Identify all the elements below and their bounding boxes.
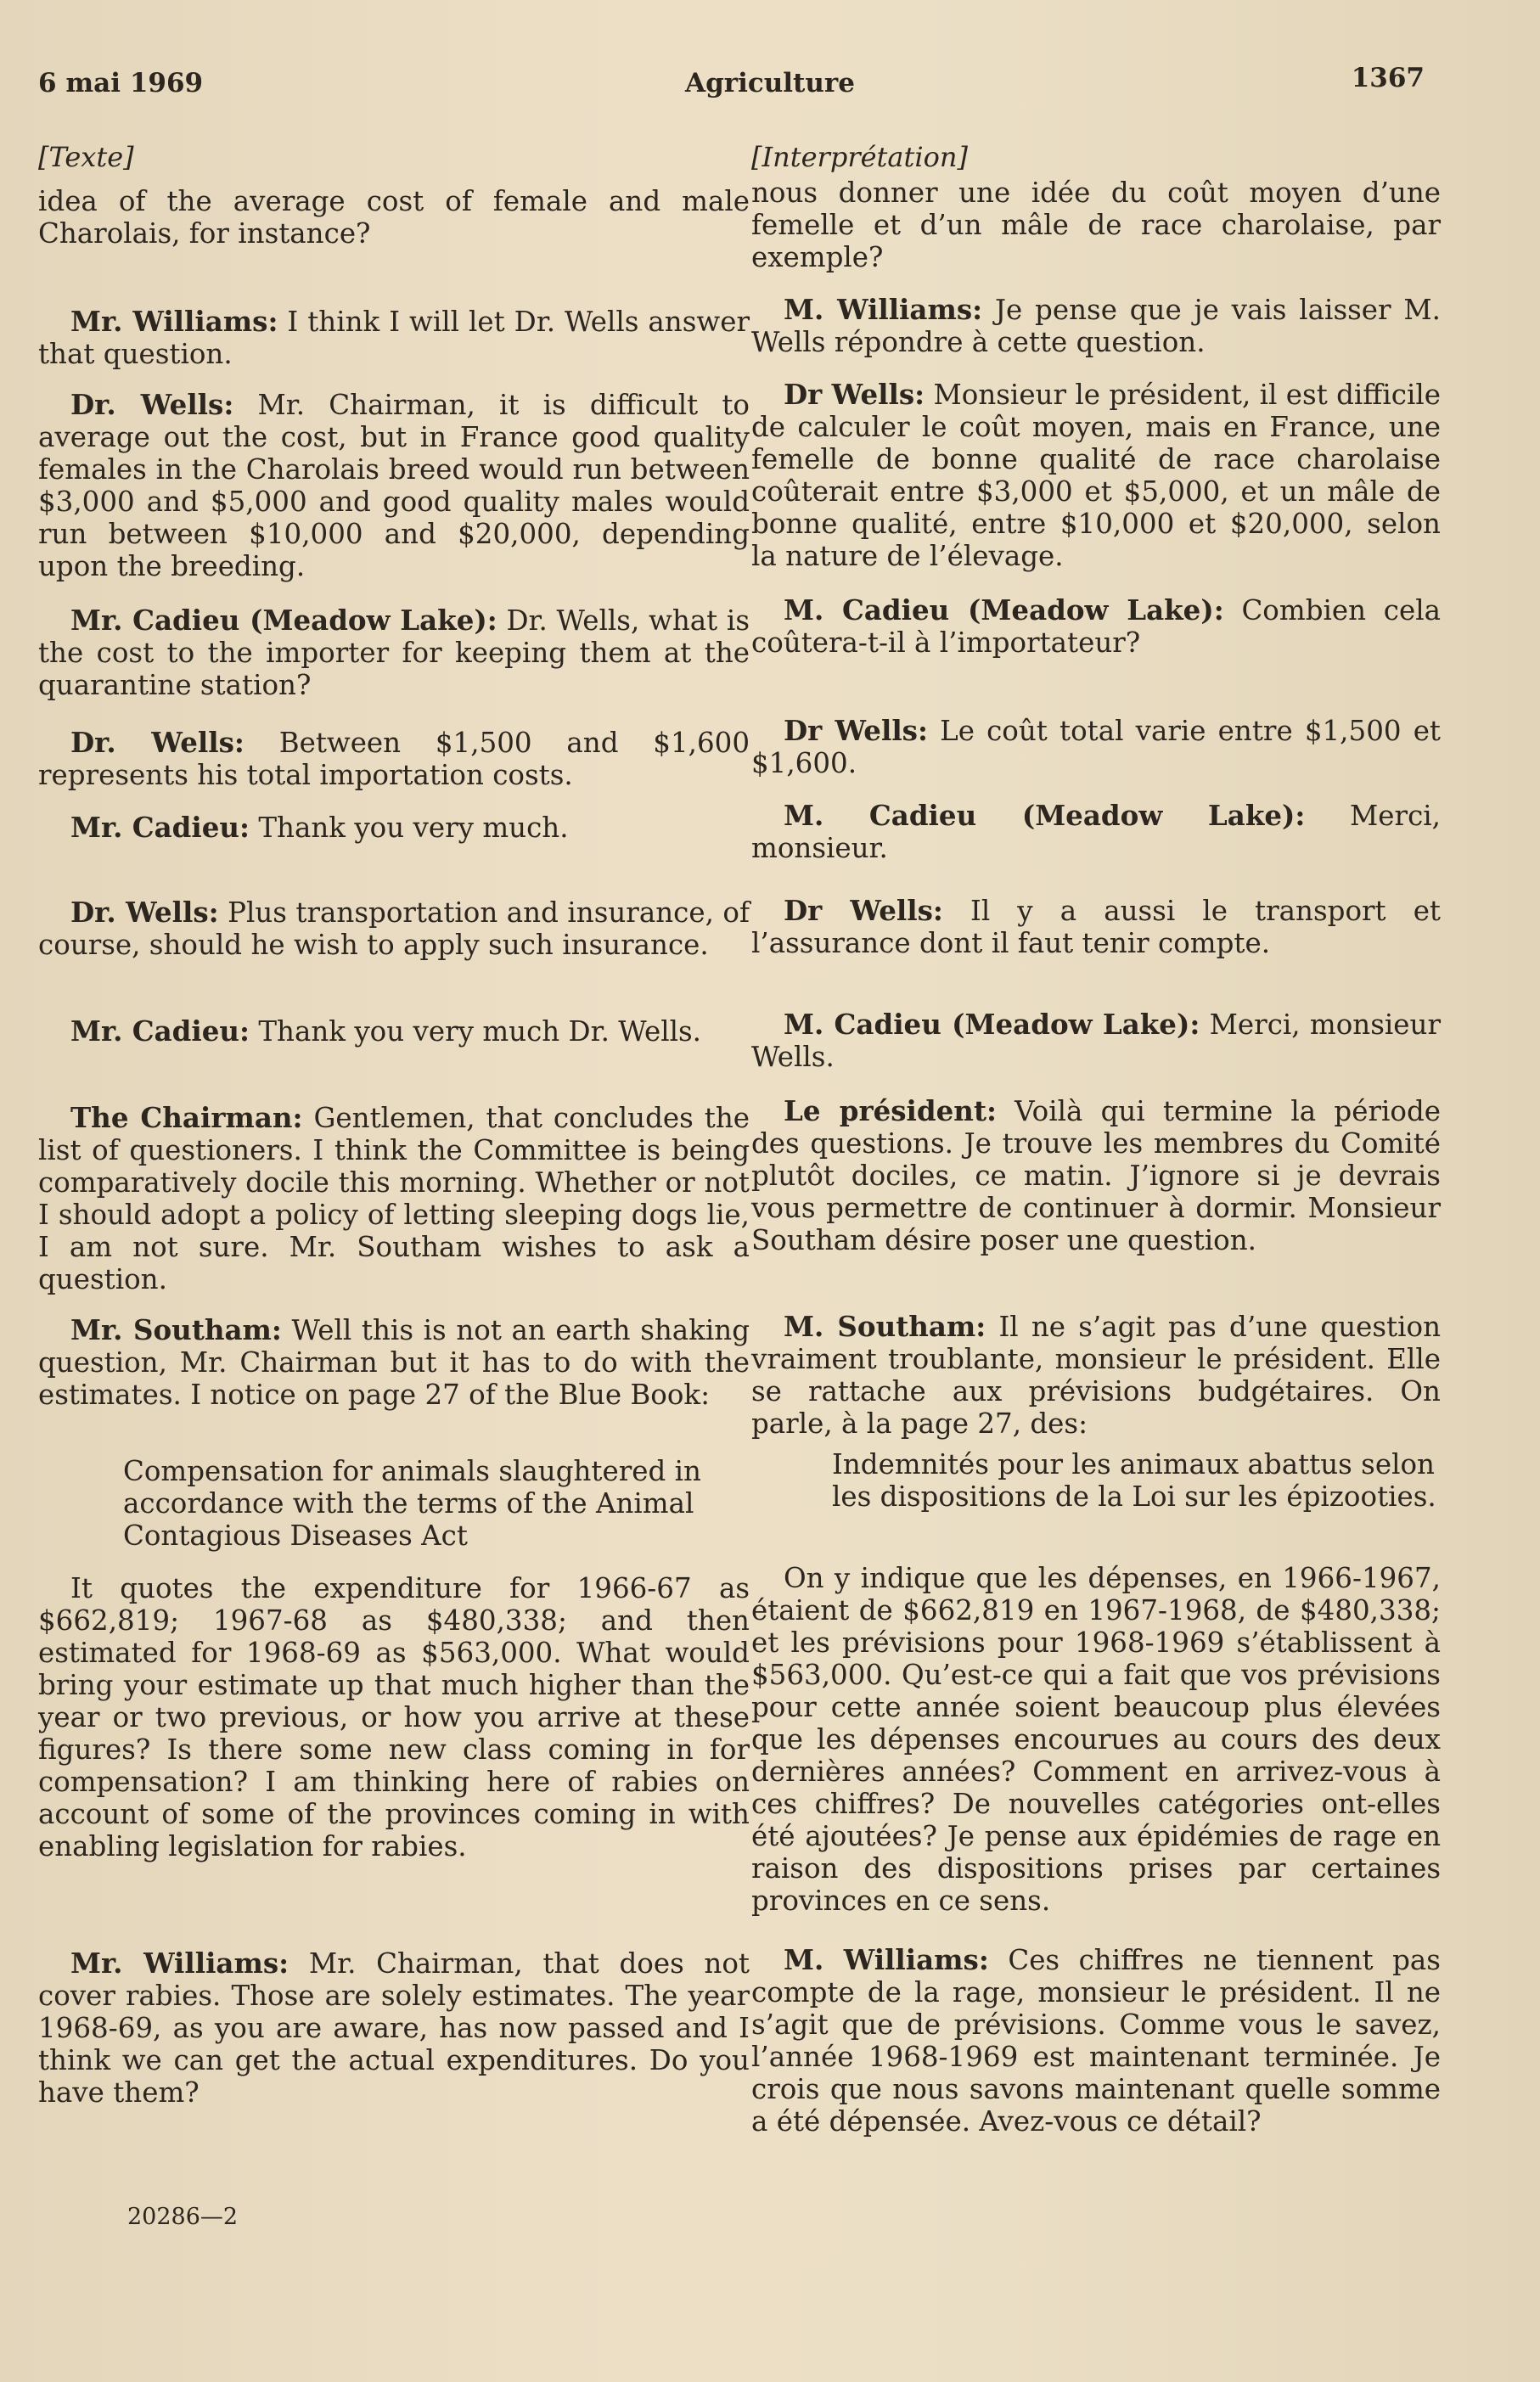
- left-paragraph: Dr. Wells: Between $1,500 and $1,600 represents his total importation costs.: [38, 726, 750, 791]
- left-paragraph: It quotes the expenditure for 1966-67 as $662,819; 1967-68 as $480,338; and then estimated for 1968-69 as $563,000. What would bring your estimate up that much higher than the year or two previous, or how you arrive at these figures? Is there some new class coming in for compensation? I am thinking here of rabies on account of some of the provinces coming in with enabling legislation for rabies.: [38, 1572, 750, 1862]
- page-date: 6 mai 1969: [38, 68, 204, 98]
- right-paragraph: M. Cadieu (Meadow Lake): Combien cela coûtera-t-il à l’importateur?: [751, 593, 1441, 659]
- left-paragraph: The Chairman: Gentlemen, that concludes the list of questioners. I think the Committee is being comparatively docile this morning. Whether or not I should adopt a policy of letting sleeping dogs lie, I am not sure. Mr. Southam wishes to ask a question.: [38, 1101, 750, 1295]
- left-paragraph: Dr. Wells: Mr. Chairman, it is difficult to average out the cost, but in France good quality females in the Charolais breed would run between $3,000 and $5,000 and good quality males would run between $10,000 and $20,000, depending upon the breeding.: [38, 388, 750, 582]
- left-paragraph: Dr. Wells: Plus transportation and insurance, of course, should he wish to apply such insurance.: [38, 896, 750, 961]
- right-paragraph: M. Williams: Ces chiffres ne tiennent pas compte de la rage, monsieur le président. Il ne s’agit que de prévisions. Comme vous le savez, l’année 1968-1969 est maintenant terminée. Je crois que nous savons maintenant quelle somme a été dépensée. Avez-vous ce détail?: [751, 1943, 1441, 2138]
- right-paragraph: M. Williams: Je pense que je vais laisser M. Wells répondre à cette question.: [751, 293, 1441, 358]
- left-paragraph: Mr. Cadieu: Thank you very much.: [70, 811, 569, 844]
- right-paragraph: Dr Wells: Le coût total varie entre $1,500 et $1,600.: [751, 714, 1441, 779]
- right-paragraph: Dr Wells: Il y a aussi le transport et l’assurance dont il faut tenir compte.: [751, 894, 1441, 959]
- right-paragraph: M. Southam: Il ne s’agit pas d’une question vraiment troublante, monsieur le président. Elle se rattache aux prévisions budgétaires. On parle, à la page 27, des:: [751, 1310, 1442, 1440]
- page-section-title: Agriculture: [685, 68, 855, 98]
- right-paragraph: Dr Wells: Monsieur le président, il est difficile de calculer le coût moyen, mais en France, une femelle de bonne qualité de race charolaise coûterait entre $3,000 et $5,000, et un mâle de bonne qualité, entre $10,000 et $20,000, selon la nature de l’élevage.: [751, 378, 1441, 572]
- right-paragraph: On y indique que les dépenses, en 1966-1967, étaient de $662,819 en 1967-1968, de $480,338; et les prévisions pour 1968-1969 s’établissent à $563,000. Qu’est-ce qui a fait que vos prévisions pour cette année soient beaucoup plus élevées que les dépenses encourues au cours des deux dernières années? Comment en arrivez-vous à ces chiffres? De nouvelles catégories ont-elles été ajoutées? Je pense aux épidémies de rage en raison des dispositions prises par certaines provinces en ce sens.: [751, 1562, 1441, 1917]
- left-paragraph: Mr. Southam: Well this is not an earth shaking question, Mr. Chairman but it has to do with the estimates. I notice on page 27 of the Blue Book:: [38, 1313, 750, 1411]
- left-column-heading: [Texte]: [38, 141, 134, 173]
- left-paragraph: Mr. Cadieu: Thank you very much Dr. Wells.: [70, 1014, 702, 1048]
- left-paragraph: Mr. Williams: I think I will let Dr. Wells answer that question.: [38, 305, 750, 370]
- left-paragraph: Mr. Williams: Mr. Chairman, that does not cover rabies. Those are solely estimates. The year 1968-69, as you are aware, has now passed and I think we can get the actual expenditures. Do you have them?: [38, 1947, 750, 2109]
- left-paragraph: idea of the average cost of female and male Charolais, for instance?: [38, 185, 750, 250]
- right-quote: Indemnités pour les animaux abattus selon les dispositions de la Loi sur les épizooties.: [832, 1448, 1436, 1513]
- right-paragraph: nous donner une idée du coût moyen d’une femelle et d’un mâle de race charolaise, par exemple?: [751, 177, 1441, 273]
- page-number: 1367: [1351, 63, 1425, 93]
- right-paragraph: M. Cadieu (Meadow Lake): Merci, monsieur.: [751, 799, 1441, 864]
- left-paragraph: Mr. Cadieu (Meadow Lake): Dr. Wells, what is the cost to the importer for keeping them at the quarantine station?: [38, 604, 750, 701]
- right-column-heading: [Interprétation]: [751, 141, 968, 173]
- left-quote: Compensation for animals slaughtered in accordance with the terms of the Animal Contagious Diseases Act: [123, 1455, 701, 1552]
- page-footer-code: 20286—2: [127, 2204, 239, 2230]
- right-paragraph: Le président: Voilà qui termine la période des questions. Je trouve les membres du Comité plutôt dociles, ce matin. J’ignore si je devrais vous permettre de continuer à dormir. Monsieur Southam désire poser une question.: [751, 1094, 1441, 1256]
- right-paragraph: M. Cadieu (Meadow Lake): Merci, monsieur Wells.: [751, 1008, 1441, 1073]
